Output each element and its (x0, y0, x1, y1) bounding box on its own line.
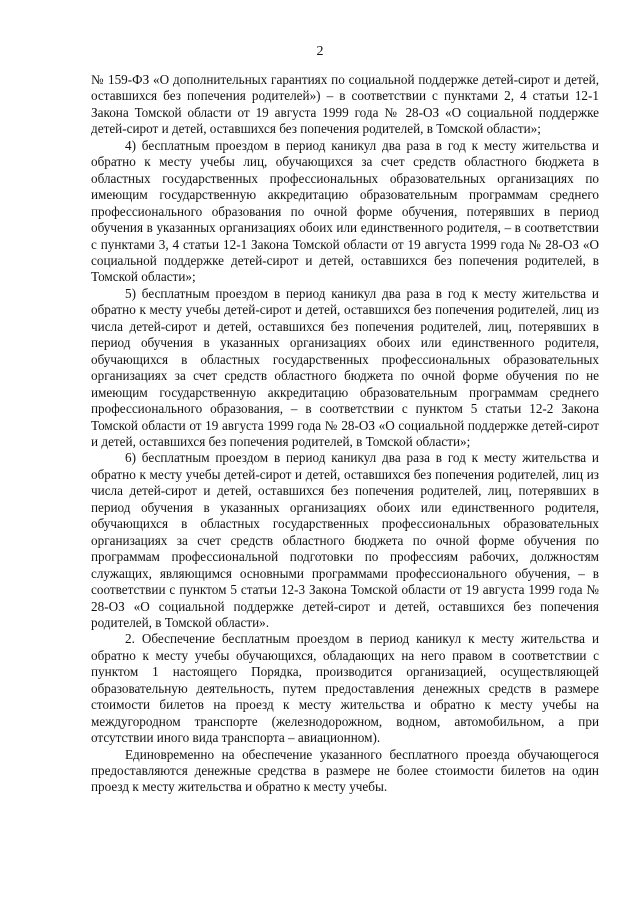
paragraph-section-2: 2. Обеспечение бесплатным проездом в период каникул к месту жительства и обратно к месту учебы обучающихся, обладающих на него правом в соответствии с пунктом 1 настоящего Порядка, производится организацией, осуществляющей образовательную деятельность, путем предоставления денежных средств в размере стоимости билетов на проезд к месту жительства и обратно к месту учебы на междугородном транспорте (железнодорожном, водном, автомобильном, а при отсутствии иного вида транспорта – авиационном). (91, 631, 599, 746)
page-number: 2 (316, 44, 324, 59)
document-body (91, 72, 599, 796)
paragraph-one-time-payment: Единовременно на обеспечение указанного бесплатного проезда обучающегося предоставляются денежные средства в размере не более стоимости билетов на один проезд к месту жительства и обратно к месту учебы. (91, 746, 599, 795)
paragraph-item-4: 4) бесплатным проездом в период каникул два раза в год к месту жительства и обратно к месту учебы лиц, обучающихся за счет средств областного бюджета в областных государственных профессиональных образовательных организациях по имеющим государственную аккредитацию образовательным программам среднего профессионального образования по очной форме обучения, потерявших в период обучения в указанных организациях обоих или единственного родителя, – в соответствии с пунктами 3, 4 статьи 12-1 Закона Томской области от 19 августа 1999 года № 28-ОЗ «О социальной поддержке детей-сирот и детей, оставшихся без попечения родителей, в Томской области»; (91, 137, 599, 285)
paragraph-continuation: № 159-ФЗ «О дополнительных гарантиях по социальной поддержке детей-сирот и детей, оставшихся без попечения родителей») – в соответствии с пунктами 2, 4 статьи 12-1 Закона Томской области от 19 августа 1999 года № 28-ОЗ «О социальной поддержке детей-сирот и детей, оставшихся без попечения родителей, в Томской области»; (91, 72, 599, 137)
paragraph-item-6: 6) бесплатным проездом в период каникул два раза в год к месту жительства и обратно к месту учебы детей-сирот и детей, оставшихся без попечения родителей, лиц из числа детей-сирот и детей, оставшихся без попечения родителей, лиц, потерявших в период обучения в указанных организациях обоих или единственного родителя, обучающихся в областных государственных профессиональных образовательных организациях за счет средств областного бюджета по очной форме обучения по программам профессиональной подготовки по профессиям рабочих, должностям служащих, являющимся основными программами профессионального обучения, – в соответствии с пунктом 5 статьи 12-3 Закона Томской области от 19 августа 1999 года № 28-ОЗ «О социальной поддержке детей-сирот и детей, оставшихся без попечения родителей, в Томской области». (91, 450, 599, 630)
paragraph-item-5: 5) бесплатным проездом в период каникул два раза в год к месту жительства и обратно к месту учебы детей-сирот и детей, оставшихся без попечения родителей, лиц из числа детей-сирот и детей, оставшихся без попечения родителей, лиц, потерявших в период обучения в указанных организациях обоих или единственного родителя, обучающихся в областных государственных профессиональных образовательных организациях за счет средств областного бюджета по очной форме обучения по не имеющим государственную аккредитацию образовательным программам среднего профессионального образования, – в соответствии с пунктом 5 статьи 12-2 Закона Томской области от 19 августа 1999 года № 28-ОЗ «О социальной поддержке детей-сирот и детей, оставшихся без попечения родителей, в Томской области»; (91, 285, 599, 449)
